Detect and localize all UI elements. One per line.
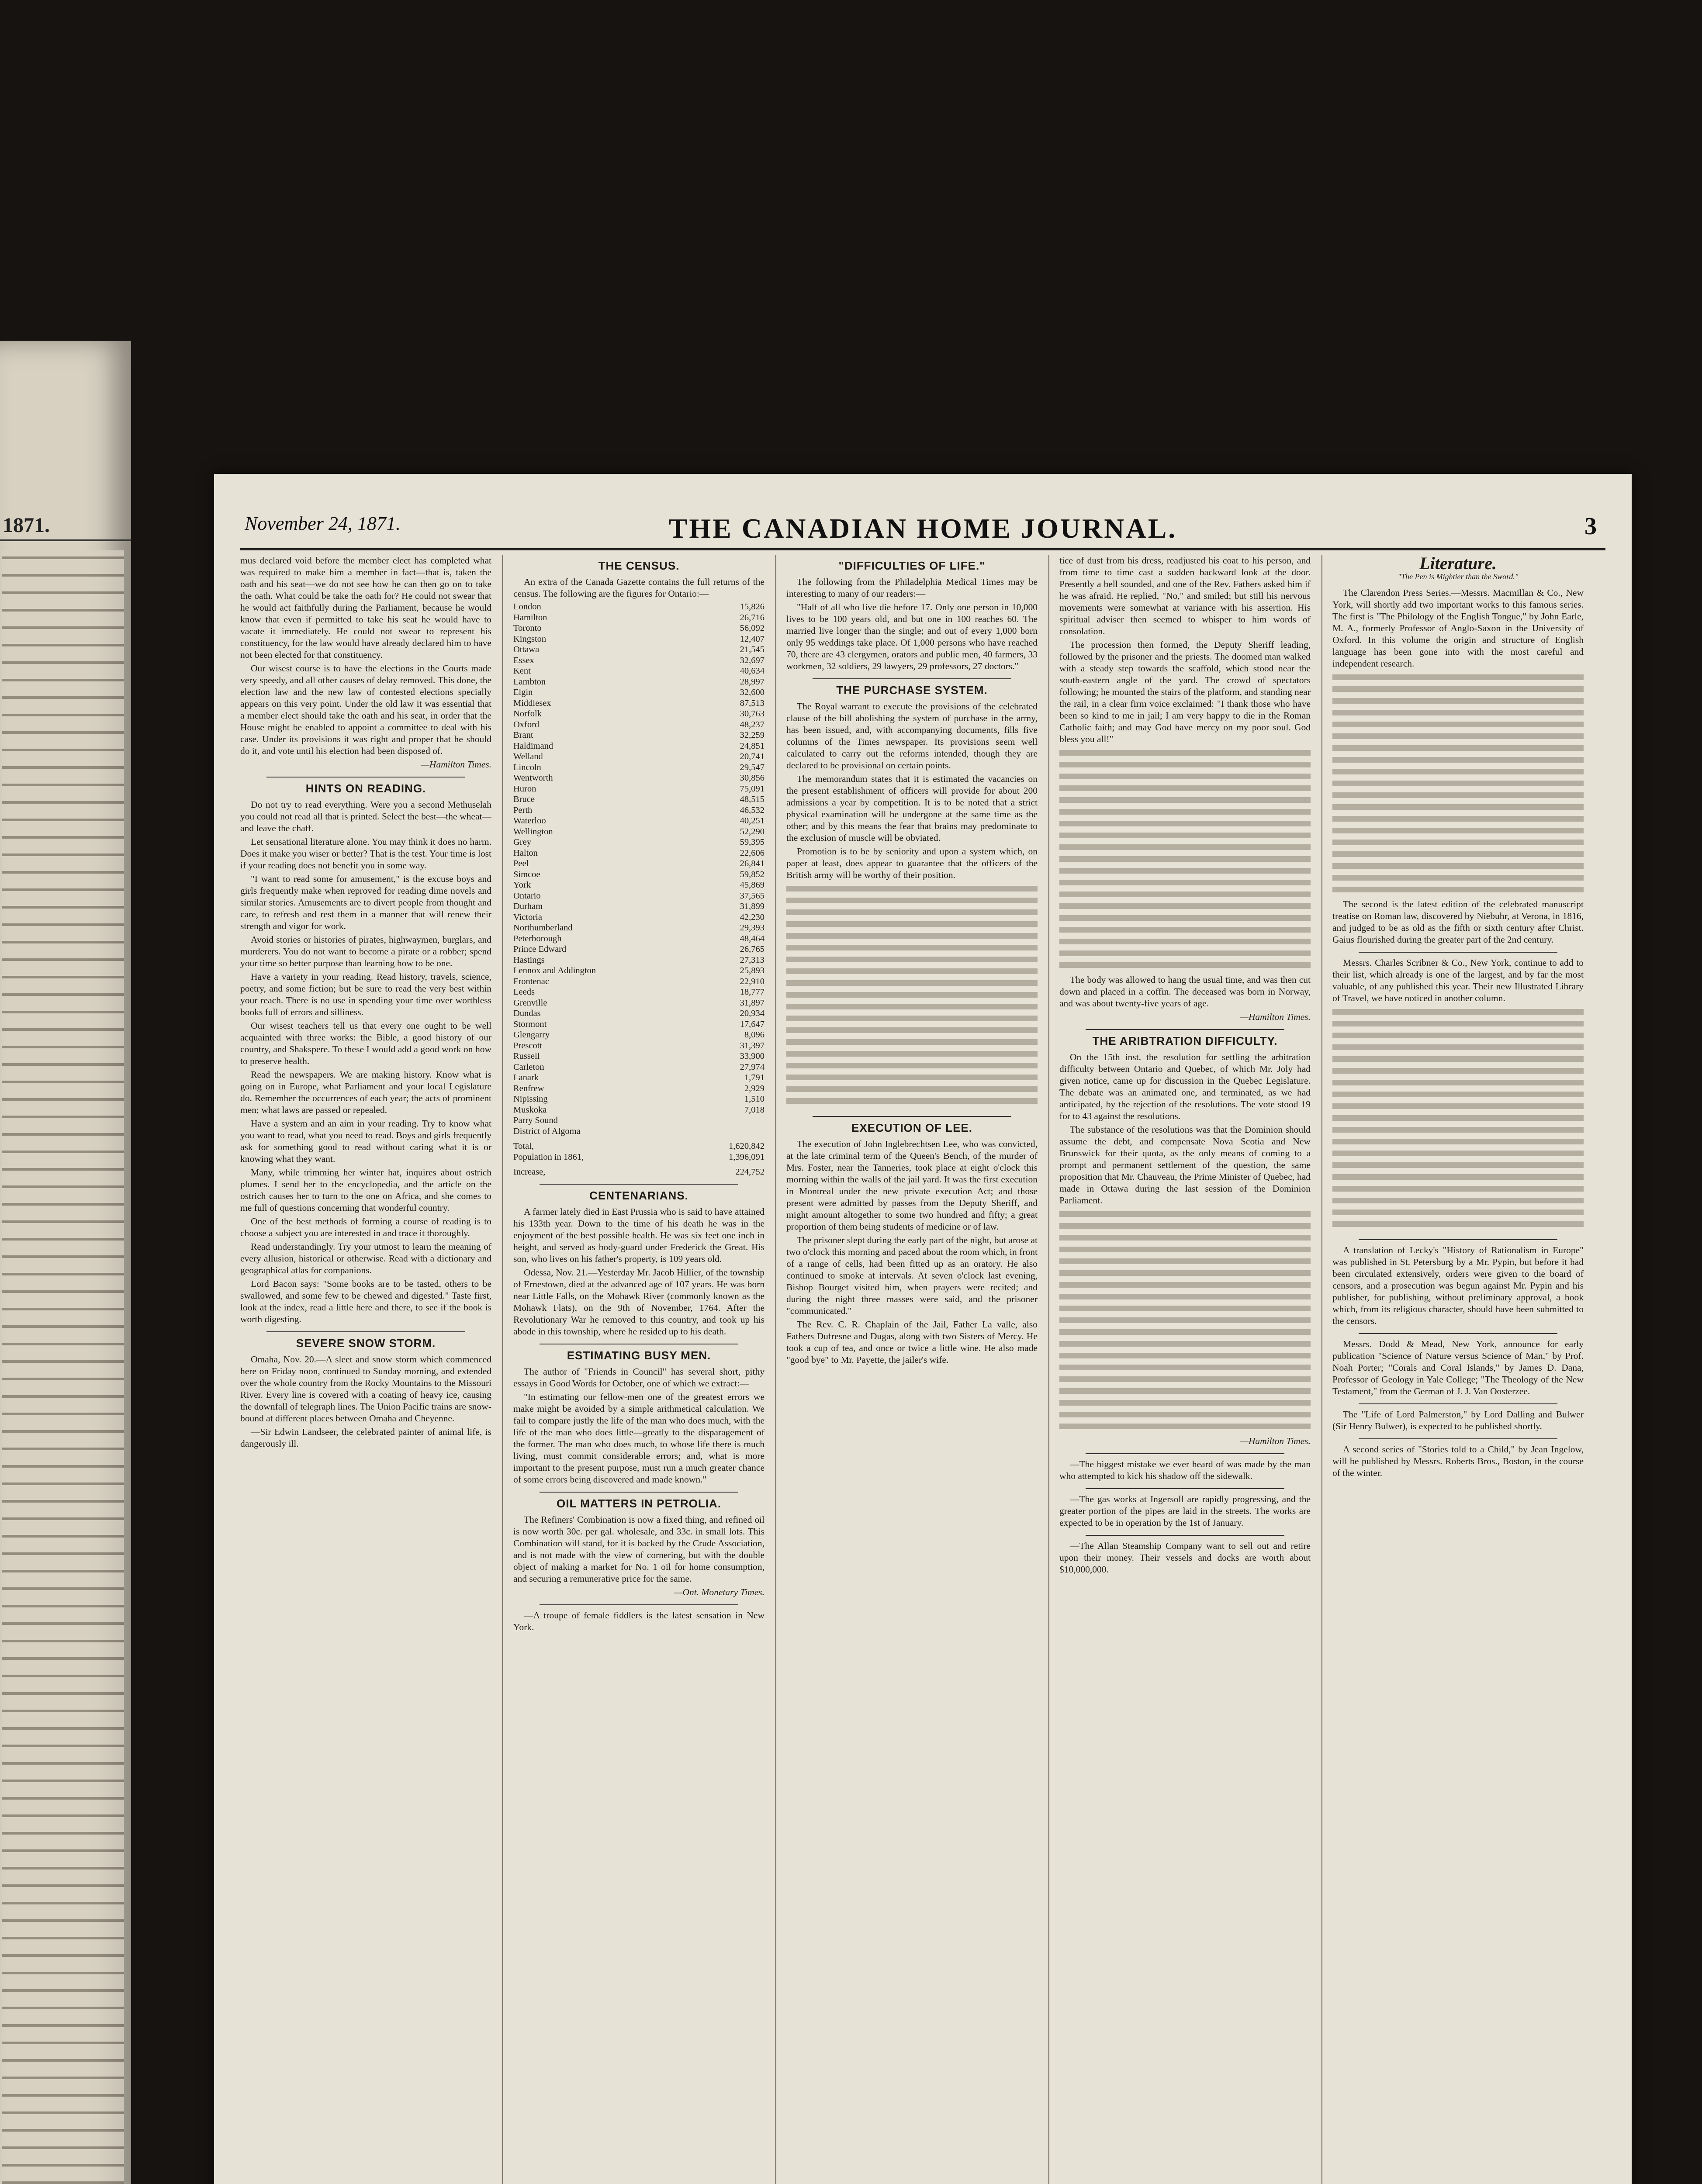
census-count: 20,741	[740, 752, 765, 761]
census-county: Grenville	[513, 998, 547, 1008]
census-row	[513, 741, 765, 752]
article-paragraph: Messrs. Charles Scribner & Co., New York, continue to add to their list, which already is one of the largest, and by far the most valuable, of any published this year. Their new Illustrated Library of Travel, we have noticed in another column.	[1332, 957, 1584, 1003]
headline-the-purchase-system: THE PURCHASE SYSTEM.	[836, 684, 988, 697]
column-4	[1059, 555, 1311, 2184]
article-paragraph: Our wisest course is to have the elections in the Courts made very speedy, and all other causes of delay removed. This done, the election law and the new law of contested elections specially appears on this very point. Under the old law it was essential that a member elect should take the oath and his seat, in order that the House might be enabled to appoint a committee to deal with his case. Under its provisions it was right and proper that he should do it, and vote until his election had been disposed of.	[240, 663, 491, 756]
census-row	[513, 762, 765, 773]
article-paragraph: Lord Bacon says: "Some books are to be tasted, others to be swallowed, and some few to be chewed and digested." Taste first, look at the index, read a little here and there, to see if the book is worth digesting.	[240, 1279, 491, 1324]
census-count: 30,763	[740, 709, 765, 719]
census-count: 32,697	[740, 655, 765, 665]
column-5	[1332, 555, 1584, 2184]
census-count: 17,647	[740, 1019, 765, 1029]
census-total-row	[513, 1137, 765, 1152]
census-row	[513, 826, 765, 837]
census-row	[513, 1126, 765, 1137]
article-paragraph: —The biggest mistake we ever heard of was made by the man who attempted to kick his shadow off the sidewalk.	[1059, 1459, 1311, 1481]
article-paragraph: Do not try to read everything. Were you a second Methuselah you could not read all that is printed. Select the best—the wheat—and leave the chaff.	[240, 799, 491, 833]
article-paragraph: "Half of all who live die before 17. Only one person in 10,000 lives to be 100 years old, and but one in 100 reaches 60. The married live longer than the single; and out of every 1,000 born only 95 weddings take place. Of 1,000 persons who have reached 70, there are 43 clergymen, orators and public men, 40 farmers, 33 workmen, 32 soldiers, 29 lawyers, 29 professors, 27 doctors."	[786, 602, 1038, 671]
adjacent-left-page	[0, 341, 131, 2184]
census-count: 1,791	[744, 1073, 765, 1082]
census-count: 31,899	[740, 902, 765, 911]
census-count: 8,096	[744, 1030, 765, 1040]
census-row	[513, 601, 765, 612]
census-county: Ontario	[513, 891, 541, 901]
census-county: Nipissing	[513, 1094, 548, 1104]
census-row	[513, 1094, 765, 1105]
census-county: Prescott	[513, 1040, 543, 1051]
census-count: 26,765	[740, 944, 765, 954]
masthead	[240, 499, 1605, 550]
illegible-text-block	[786, 883, 1038, 1110]
census-county: Northumberland	[513, 923, 573, 933]
census-row	[513, 1105, 765, 1116]
census-county: Durham	[513, 902, 543, 911]
census-count	[688, 1126, 765, 1137]
census-county: Lanark	[513, 1073, 539, 1082]
census-count: 32,600	[740, 688, 765, 697]
census-row	[513, 1030, 765, 1040]
illegible-text-block	[1332, 1006, 1584, 1233]
article-paragraph: The body was allowed to hang the usual time, and was then cut down and placed in a coffin. The deceased was born in Norway, and was about twenty-five years of age.	[1059, 975, 1311, 1009]
census-county: Renfrew	[513, 1083, 544, 1093]
census-row	[513, 976, 765, 987]
headline-the-census: THE CENSUS.	[598, 559, 680, 572]
census-row	[513, 719, 765, 730]
census-increase-row	[513, 1162, 765, 1178]
census-count: 40,251	[740, 816, 765, 826]
section-divider	[1359, 952, 1557, 953]
article-paragraph: "I want to read some for amusement," is the excuse boys and girls frequently make when reproved for reading dime novels and similar stories. Amusements are to divert people from thought and care, to refresh and rest them in a manner that will renew their strength and vigor for work.	[240, 874, 491, 931]
census-row	[513, 998, 765, 1009]
census-row	[513, 965, 765, 976]
census-county: Hamilton	[513, 612, 547, 622]
census-row	[513, 666, 765, 677]
census-row	[513, 751, 765, 762]
census-count: 28,997	[740, 677, 765, 687]
census-count: 31,897	[740, 998, 765, 1008]
census-row	[513, 1083, 765, 1094]
census-increase-value: 224,752	[735, 1167, 765, 1177]
census-row	[513, 869, 765, 880]
left-page-text-block	[2, 550, 124, 2184]
census-count: 22,910	[740, 976, 765, 986]
column-rule	[1321, 555, 1322, 2184]
article-paragraph: The prisoner slept during the early part of the night, but arose at two o'clock this morning and paced about the room which, in front of a range of cells, had been fitted up as an oratory. He also continued to smoke at intervals. At seven o'clock last evening, Bishop Bourget visited him, when prayers were recited; and during the night three masses were said, and the prisoner "communicated."	[786, 1235, 1038, 1316]
census-count: 37,565	[740, 891, 765, 901]
census-county: Glengarry	[513, 1030, 550, 1040]
headline-oil-matters-in-petrolia: OIL MATTERS IN PETROLIA.	[557, 1496, 721, 1510]
census-count: 7,018	[744, 1105, 765, 1115]
census-row	[513, 1051, 765, 1062]
newspaper-title: THE CANADIAN HOME JOURNAL.	[668, 513, 1177, 544]
article-paragraph: Read understandingly. Try your utmost to learn the meaning of every allusion, historical or otherwise. Read with a dictionary and geographical atlas for companions.	[240, 1241, 491, 1275]
article-paragraph: The Rev. C. R. Chaplain of the Jail, Father La valle, also Fathers Dufresne and Dugas, along with two Sisters of Mercy. He took a cup of tea, and once or twice a little wine. He also made "good bye" to Mr. Payette, the jailer's wife.	[786, 1319, 1038, 1365]
census-increase-label: Increase,	[513, 1167, 546, 1177]
section-divider	[1086, 1453, 1284, 1454]
article-byline: —Ont. Monetary Times.	[674, 1586, 765, 1597]
census-county: Hastings	[513, 955, 545, 965]
census-row	[513, 784, 765, 795]
census-count: 40,634	[740, 666, 765, 676]
article-byline: —Hamilton Times.	[421, 759, 491, 770]
column-1	[240, 555, 491, 2184]
article-paragraph: A second series of "Stories told to a Child," by Jean Ingelow, will be published by Messrs. Roberts Bros., Boston, in the course of the winter.	[1332, 1444, 1584, 1478]
section-divider	[540, 1492, 738, 1493]
census-row	[513, 708, 765, 719]
census-count: 56,092	[740, 623, 765, 633]
literature-heading: Literature.	[1419, 555, 1497, 573]
census-count: 45,869	[740, 880, 765, 890]
article-paragraph: Promotion is to be by seniority and upon a system which, on paper at least, does appear to guarantee that the officers of the British army will be worthy of their position.	[786, 846, 1038, 880]
article-paragraph: Avoid stories or histories of pirates, highwaymen, burglars, and murderers. You do not want to become a pirate or a robber; spend your time so better purpose than learning how to be one.	[240, 934, 491, 968]
headline-difficulties-of-life: "DIFFICULTIES OF LIFE."	[838, 559, 986, 572]
article-byline: —Hamilton Times.	[1240, 1436, 1311, 1446]
census-county: Kent	[513, 666, 531, 676]
article-paragraph: The procession then formed, the Deputy Sheriff leading, followed by the prisoner and the priests. The doomed man walked with a steady step towards the scaffold, which stood near the south-eastern angle of the yard. The crowd of spectators following; he mounted the stairs of the platform, and standing near the rail, in a clear firm voice exclaimed: "I thank those who have been so kind to me in jail; I am very happy to die in the Roman Catholic faith; and may God have mercy on my poor soul. God bless you all!"	[1059, 639, 1311, 744]
census-county: Leeds	[513, 987, 535, 997]
left-page-date: 1871.	[3, 514, 50, 537]
census-row	[513, 933, 765, 944]
section-divider	[540, 1604, 738, 1605]
census-county: Perth	[513, 805, 533, 815]
census-county: Bruce	[513, 795, 535, 804]
census-county: London	[513, 602, 541, 612]
article-paragraph: A farmer lately died in East Prussia who is said to have attained his 133th year. Down to the time of his death he was in the enjoyment of the best possible health. He was six feet one inch in height, and served as body-guard under Frederick the Great. His son, who lives on his father's property, is 109 years old.	[513, 1206, 765, 1264]
article-paragraph: Read the newspapers. We are making history. Know what is going on in Europe, what Parliament and your local Legislature do. Remember the occurrences of each year; the acts of prominent men; what laws are passed or repealed.	[240, 1069, 491, 1115]
census-county: Frontenac	[513, 976, 549, 986]
article-paragraph: —The gas works at Ingersoll are rapidly progressing, and the greater portion of the pipes are laid in the streets. The works are expected to be in operation by the 1st of January.	[1059, 1494, 1311, 1528]
census-row	[513, 1019, 765, 1030]
census-row	[513, 1008, 765, 1019]
article-paragraph: —Sir Edwin Landseer, the celebrated painter of animal life, is dangerously ill.	[240, 1427, 491, 1449]
section-divider	[1086, 1535, 1284, 1536]
census-row	[513, 816, 765, 826]
census-1861-row	[513, 1152, 765, 1163]
census-count: 20,934	[740, 1009, 765, 1018]
census-count: 2,929	[744, 1083, 765, 1093]
census-count: 26,841	[740, 859, 765, 868]
census-county: Wellington	[513, 826, 553, 836]
article-byline: —Hamilton Times.	[1240, 1012, 1311, 1022]
census-count: 48,237	[740, 719, 765, 729]
census-row	[513, 794, 765, 805]
census-row	[513, 848, 765, 859]
census-row	[513, 923, 765, 933]
section-divider	[813, 678, 1011, 679]
headline-estimating-busy-men: ESTIMATING BUSY MEN.	[567, 1348, 711, 1362]
illegible-text-block	[1332, 671, 1584, 898]
headline-hints-on-reading: HINTS ON READING.	[305, 782, 426, 795]
census-count	[688, 1115, 765, 1126]
article-paragraph: Let sensational literature alone. You may think it does no harm. Does it make you wiser or better? That is the test. Your time is lost if your reading does not benefit you in some way.	[240, 836, 491, 871]
census-row	[513, 912, 765, 923]
census-count: 27,974	[740, 1062, 765, 1072]
census-count: 27,313	[740, 955, 765, 965]
article-paragraph: The substance of the resolutions was that the Dominion should assume the debt, and compensate Nova Scotia and New Brunswick for their quota, as the only means of coming to a prompt and permanent settlement of the question, the same proposition that Mr. Chauveau, the Prime Minister of Quebec, had made in Ottawa during the last session of the Dominion Parliament.	[1059, 1124, 1311, 1206]
census-row	[513, 698, 765, 709]
headline-execution-of-lee: EXECUTION OF LEE.	[851, 1121, 973, 1134]
census-count: 15,826	[740, 602, 765, 612]
census-row	[513, 773, 765, 784]
article-paragraph: —A troupe of female fiddlers is the latest sensation in New York.	[513, 1610, 765, 1632]
census-total-value: 1,620,842	[729, 1141, 765, 1151]
left-page-rule	[0, 539, 131, 541]
census-count: 52,290	[740, 826, 765, 836]
census-row	[513, 644, 765, 655]
census-county: Halton	[513, 848, 538, 858]
census-county: Lincoln	[513, 762, 541, 772]
census-county: Brant	[513, 730, 533, 740]
section-divider	[1086, 1029, 1284, 1030]
census-row	[513, 1072, 765, 1083]
article-paragraph: The Royal warrant to execute the provisions of the celebrated clause of the bill abolishing the system of purchase in the army, has been issued, and, with accompanying documents, fills five columns of the Times newspaper. Its provisions seem well calculated to carry out the reforms intended, though they are declared to be provisional on certain points.	[786, 701, 1038, 771]
census-count: 18,777	[740, 987, 765, 997]
census-county: Norfolk	[513, 709, 542, 719]
column-rule	[1048, 555, 1049, 2184]
census-count: 75,091	[740, 784, 765, 794]
census-county: Lambton	[513, 677, 546, 687]
census-county: Kingston	[513, 634, 547, 644]
census-county: Victoria	[513, 912, 542, 922]
section-divider	[1359, 1403, 1557, 1404]
census-count: 59,852	[740, 869, 765, 879]
census-count: 21,545	[740, 645, 765, 654]
census-row	[513, 1062, 765, 1073]
census-row	[513, 687, 765, 698]
census-row	[513, 677, 765, 688]
section-divider	[1359, 1438, 1557, 1439]
census-row	[513, 891, 765, 902]
census-row	[513, 1115, 765, 1126]
article-paragraph: Our wisest teachers tell us that every one ought to be well acquainted with three works: the Bible, a good history of our country, and Shakspere. To these I would add a good work on how to preserve health.	[240, 1020, 491, 1066]
column-3	[786, 555, 1038, 2184]
page-number: 3	[1584, 513, 1597, 540]
article-paragraph: Many, while trimming her winter hat, inquires about ostrich plumes. I send her to the encyclopedia, and the article on the ostrich causes her to turn to the one on Africa, and she comes to me full of questions concerning that wonderful country.	[240, 1167, 491, 1213]
census-county: Elgin	[513, 688, 533, 697]
census-row	[513, 858, 765, 869]
article-paragraph: One of the best methods of forming a course of reading is to choose a subject you are interested in and trace it thoroughly.	[240, 1216, 491, 1238]
section-divider	[1359, 1333, 1557, 1334]
article-paragraph: Messrs. Dodd & Mead, New York, announce for early publication "Science of Nature versus Science of Man," by Prof. Noah Porter; "Corals and Coral Islands," by James D. Dana, Professor of Geology in Yale College; "The Theology of the New Testament," from the German of J. J. Van Oosterzee.	[1332, 1339, 1584, 1396]
column-2	[513, 555, 765, 2184]
census-county: District of Algoma	[513, 1126, 581, 1136]
columns	[240, 555, 1605, 2184]
census-county: Toronto	[513, 623, 542, 633]
census-county: Prince Edward	[513, 944, 567, 954]
headline-arbitration-difficulty: THE ARIBTRATION DIFFICULTY.	[1092, 1034, 1278, 1047]
census-county: Carleton	[513, 1062, 544, 1072]
section-divider	[813, 1116, 1011, 1117]
illegible-text-block	[1059, 1208, 1311, 1435]
census-county: Huron	[513, 784, 536, 794]
census-count: 33,900	[740, 1051, 765, 1061]
census-county: Muskoka	[513, 1105, 547, 1115]
census-count: 26,716	[740, 612, 765, 622]
census-count: 29,393	[740, 923, 765, 933]
census-county: Peterborough	[513, 933, 562, 943]
census-count: 48,464	[740, 933, 765, 943]
article-paragraph: The "Life of Lord Palmerston," by Lord Dalling and Bulwer (Sir Henry Bulwer), is expected to be published shortly.	[1332, 1409, 1584, 1431]
census-1861-value: 1,396,091	[729, 1152, 765, 1162]
article-paragraph: On the 15th inst. the resolution for settling the arbitration difficulty between Ontario and Quebec, of which Mr. Joly had given notice, came up for discussion in the Quebec Legislature. The debate was an animated one, and terminated, as we had anticipated, by the rejection of the resolutions. The vote stood 19 for to 43 against the resolutions.	[1059, 1052, 1311, 1121]
census-row	[513, 944, 765, 955]
census-county: Middlesex	[513, 698, 551, 708]
census-county: Haldimand	[513, 741, 553, 751]
census-county: Peel	[513, 859, 529, 868]
census-row	[513, 623, 765, 634]
article-paragraph: Omaha, Nov. 20.—A sleet and snow storm which commenced here on Friday noon, continued to Sunday morning, and extended over the whole country from the Rocky Mountains to the Missouri River. Every line is covered with a coating of heavy ice, causing the downfall of telegraph lines. The Union Pacific trains are snow-bound at different places between Omaha and Cheyenne.	[240, 1354, 491, 1424]
article-paragraph: A translation of Lecky's "History of Rationalism in Europe" was published in St. Petersburg by a Mr. Pypin, but before it had been circulated extensively, orders were given to the board of censors, and a prosecution was begun against Mr. Pypin and his publisher, for publishing, without preliminary approval, a book which, from its religious character, should have been submitted to the censors.	[1332, 1245, 1584, 1326]
census-county: Welland	[513, 752, 543, 761]
census-row	[513, 655, 765, 666]
census-total-label: Total,	[513, 1141, 534, 1151]
headline-severe-snow-storm: SEVERE SNOW STORM.	[296, 1337, 436, 1350]
census-table	[513, 601, 765, 1178]
article-paragraph: The memorandum states that it is estimated the vacancies on the present establishment of officers will provide for about 200 admissions a year by competition. It is to be noted that a strict physical examination will be undergone at the same time as the other; and by this means the fear that brains may predominate to the exclusion of muscle will be obviated.	[786, 774, 1038, 843]
column-rule	[775, 555, 776, 2184]
section-divider	[1359, 1239, 1557, 1240]
census-county: Grey	[513, 837, 531, 847]
article-paragraph: "In estimating our fellow-men one of the greatest errors we make might be avoided by a simple arithmetical calculation. We fail to compare justly the life of the man who does much, with the life of the man who does little—greatly to the disparagement of the former. The man who does much, to whose life there is much living, must commit considerable errors; and, what is more important to the present purpose, must run a much greater chance of some errors being discovered and made known."	[513, 1391, 765, 1485]
census-count: 30,856	[740, 773, 765, 783]
article-paragraph: tice of dust from his dress, readjusted his coat to his person, and from time to time cast a sudden backward look at the door. Presently a bell sounded, and one of the Rev. Fathers asked him if he was afraid. He replied, "No," and smiled; but still his nervous movements were somewhat at variance with his assertion. His spiritual adviser then seemed to whisper to him words of consolation.	[1059, 555, 1311, 636]
census-county: Stormont	[513, 1019, 547, 1029]
article-paragraph: The execution of John Inglebrechtsen Lee, who was convicted, at the late criminal term of the Queen's Bench, of the murder of Mrs. Foster, near the Tanneries, took place at eight o'clock this morning within the walls of the jail yard. It was the first execution in Montreal under the new private execution Act; and those present were admitted by passes from the Deputy Sheriff, and might amount altogether to some two hundred and fifty; a great proportion of them being students of medicine or of law.	[786, 1139, 1038, 1232]
article-paragraph: mus declared void before the member elect has completed what was required to make him a member in fact—that is, taken the oath and his seat—we do not see how he can then go on to take the oath. What could be take the oath for? He could not swear that he would act faithfully during the Parliament, because he would know that even if permitted to take his seat he would have to vacate it immediately. He could not swear to represent his constituency, for the law would have already declared him to have not been elected for that constituency.	[240, 555, 491, 660]
census-row	[513, 612, 765, 623]
article-paragraph: The Clarendon Press Series.—Messrs. Macmillan & Co., New York, will shortly add two important works to this famous series. The first is "The Philology of the English Tongue," by John Earle, M. A., formerly Professor of Anglo-Saxon in the University of Oxford. In this volume the origin and structure of English language has been gone into with the most careful and independent research.	[1332, 587, 1584, 669]
census-count: 42,230	[740, 912, 765, 922]
census-count: 22,606	[740, 848, 765, 858]
census-row	[513, 730, 765, 741]
article-paragraph: Odessa, Nov. 21.—Yesterday Mr. Jacob Hillier, of the township of Ernestown, died at the advanced age of 107 years. He was born near Little Falls, on the Mohawk River (commonly known as the Mohawk Flats), on the 9th of November, 1764. After the Revolutionary War he removed to this country, and took up his abode in this township, where he resided up to his death.	[513, 1267, 765, 1337]
census-row	[513, 880, 765, 891]
census-county: Russell	[513, 1051, 540, 1061]
census-county: York	[513, 880, 531, 890]
census-county: Ottawa	[513, 645, 540, 654]
section-divider	[266, 1331, 465, 1332]
census-count: 46,532	[740, 805, 765, 815]
census-county: Waterloo	[513, 816, 546, 826]
census-count: 25,893	[740, 966, 765, 975]
census-row	[513, 1040, 765, 1051]
census-row	[513, 634, 765, 645]
article-paragraph: The following from the Philadelphia Medical Times may be interesting to many of our readers:—	[786, 577, 1038, 599]
article-paragraph: An extra of the Canada Gazette contains the full returns of the census. The following are the figures for Ontario:—	[513, 577, 765, 599]
census-count: 31,397	[740, 1040, 765, 1051]
section-divider	[540, 1184, 738, 1185]
article-paragraph: The second is the latest edition of the celebrated manuscript treatise on Roman law, discovered by Niebuhr, at Verona, in 1816, and judged to be as old as the fifth or sixth century after Christ. Gaius flourished during the greater part of the 2nd century.	[1332, 899, 1584, 945]
census-county: Parry Sound	[513, 1116, 558, 1125]
census-count: 24,851	[740, 741, 765, 751]
census-row	[513, 901, 765, 912]
article-paragraph: The Refiners' Combination is now a fixed thing, and refined oil is now worth 30c. per gal. wholesale, and 33c. in small lots. This Combination will stand, for it is backed by the Crude Association, and is not made with the view of cornering, but with the double object of making a market for No. 1 oil for home consumption, and securing a remunerative price for the same.	[513, 1514, 765, 1584]
article-paragraph: Have a variety in your reading. Read history, travels, science, poetry, and some fiction; but be sure to read the very best within your reach. There is no use in spending your time over worthless books full of errors and silliness.	[240, 971, 491, 1017]
census-count: 29,547	[740, 762, 765, 772]
section-divider	[1086, 1488, 1284, 1489]
census-county: Essex	[513, 655, 534, 665]
illegible-text-block	[1059, 747, 1311, 974]
census-row	[513, 987, 765, 998]
issue-date: November 24, 1871.	[245, 513, 401, 534]
census-count: 1,510	[744, 1094, 765, 1104]
census-county: Wentworth	[513, 773, 553, 783]
article-paragraph: Have a system and an aim in your reading. Try to know what you want to read, what you need to read. Boys and girls frequently ask for something good to read without caring what it is or knowing what they want.	[240, 1118, 491, 1164]
census-1861-label: Population in 1861,	[513, 1152, 584, 1162]
census-count: 32,259	[740, 730, 765, 740]
article-paragraph: The author of "Friends in Council" has several short, pithy essays in Good Words for October, one of which we extract:—	[513, 1366, 765, 1389]
census-row	[513, 955, 765, 966]
newspaper-page	[214, 474, 1632, 2184]
census-county: Lennox and Addington	[513, 966, 596, 975]
census-county: Simcoe	[513, 869, 540, 879]
census-count: 12,407	[740, 634, 765, 644]
census-count: 87,513	[740, 698, 765, 708]
census-count: 48,515	[740, 795, 765, 804]
census-count: 59,395	[740, 837, 765, 847]
article-paragraph: —The Allan Steamship Company want to sell out and retire upon their money. Their vessels and docks are worth about $10,000,000.	[1059, 1541, 1311, 1575]
census-row	[513, 837, 765, 848]
census-county: Oxford	[513, 719, 540, 729]
headline-centenarians: CENTENARIANS.	[589, 1189, 688, 1202]
column-rule	[502, 555, 503, 2184]
census-row	[513, 805, 765, 816]
census-county: Dundas	[513, 1009, 541, 1018]
section-divider	[266, 777, 465, 778]
literature-motto: "The Pen is Mightier than the Sword."	[1398, 572, 1519, 581]
